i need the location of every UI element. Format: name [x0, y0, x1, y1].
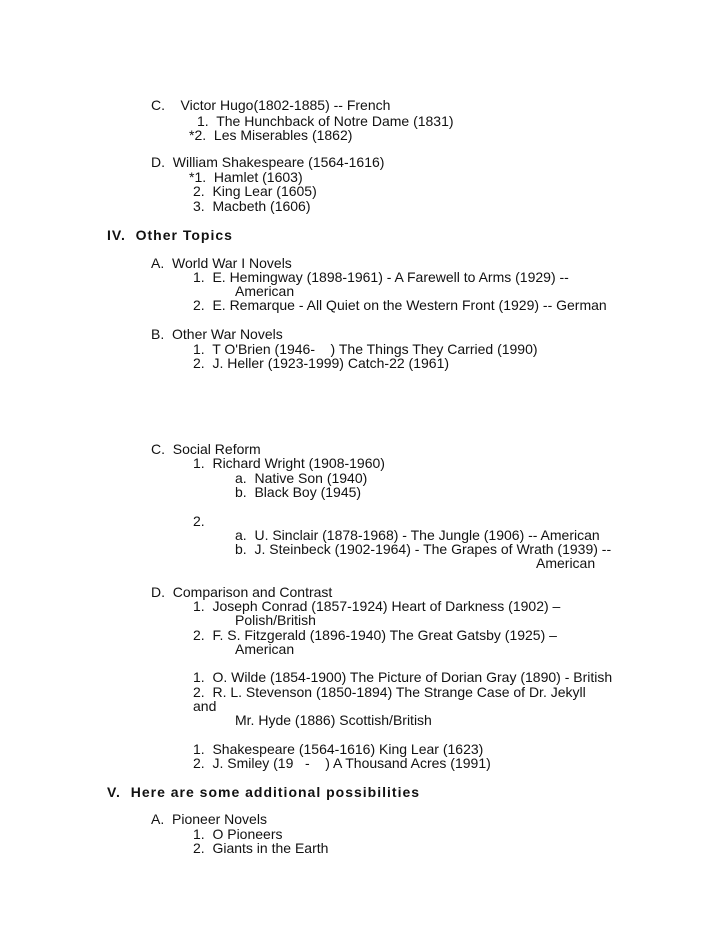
outline-item: 2. E. Remarque - All Quiet on the Western Front (1929) -- German — [193, 297, 607, 313]
outline-item: *1. Hamlet (1603) — [189, 169, 303, 185]
outline-subitem: b. Black Boy (1945) — [235, 484, 362, 500]
outline-item-continuation: American — [235, 641, 295, 657]
part-iv-heading: IV. Other Topics — [107, 227, 233, 243]
part-v-heading: V. Here are some additional possibilities — [107, 784, 421, 800]
outline-item: 1. The Hunchback of Notre Dame (1831) — [197, 113, 454, 129]
outline-item: 2. F. S. Fitzgerald (1896-1940) The Great Gatsby (1925) – — [193, 627, 557, 643]
outline-item: 2. J. Smiley (19 - ) A Thousand Acres (1991) — [193, 755, 491, 771]
outline-heading-a-ww1: A. World War I Novels — [151, 255, 292, 271]
outline-item-continuation: and — [193, 698, 217, 714]
outline-item-continuation: Mr. Hyde (1886) Scottish/British — [235, 712, 432, 728]
outline-item: 1. Shakespeare (1564-1616) King Lear (1623) — [193, 741, 484, 757]
outline-item: 3. Macbeth (1606) — [193, 198, 311, 214]
outline-heading-d-comparison: D. Comparison and Contrast — [151, 584, 333, 600]
outline-item: 2. J. Heller (1923-1999) Catch-22 (1961) — [193, 355, 450, 371]
outline-item-continuation: Polish/British — [235, 612, 316, 628]
outline-item-continuation: American — [235, 283, 295, 299]
outline-item: 1. O Pioneers — [193, 826, 283, 842]
outline-heading-a-pioneer: A. Pioneer Novels — [151, 811, 267, 827]
outline-item: 1. E. Hemingway (1898-1961) - A Farewell to Arms (1929) -- — [193, 269, 569, 285]
outline-subitem: a. Native Son (1940) — [235, 470, 368, 486]
outline-item: 2. R. L. Stevenson (1850-1894) The Strange Case of Dr. Jekyll — [193, 684, 586, 700]
outline-subitem: a. U. Sinclair (1878-1968) - The Jungle (1906) -- American — [235, 527, 600, 543]
outline-subitem-continuation: American — [536, 555, 596, 571]
outline-item: 1. Richard Wright (1908-1960) — [193, 455, 385, 471]
outline-heading-d-shakespeare: D. William Shakespeare (1564-1616) — [151, 154, 385, 170]
outline-item: 1. T O'Brien (1946- ) The Things They Carried (1990) — [193, 341, 538, 357]
outline-heading-c-hugo: C. Victor Hugo(1802-1885) -- French — [151, 97, 391, 113]
outline-item: 2. — [193, 513, 205, 529]
outline-item: 2. King Lear (1605) — [193, 183, 317, 199]
outline-item: 2. Giants in the Earth — [193, 840, 329, 856]
outline-heading-b-war-novels: B. Other War Novels — [151, 326, 283, 342]
outline-item: 1. O. Wilde (1854-1900) The Picture of Dorian Gray (1890) - British — [193, 669, 613, 685]
outline-item: 1. Joseph Conrad (1857-1924) Heart of Darkness (1902) – — [193, 598, 561, 614]
outline-subitem: b. J. Steinbeck (1902-1964) - The Grapes of Wrath (1939) -- — [235, 541, 612, 557]
outline-item: *2. Les Miserables (1862) — [189, 127, 353, 143]
outline-heading-c-social-reform: C. Social Reform — [151, 441, 261, 457]
